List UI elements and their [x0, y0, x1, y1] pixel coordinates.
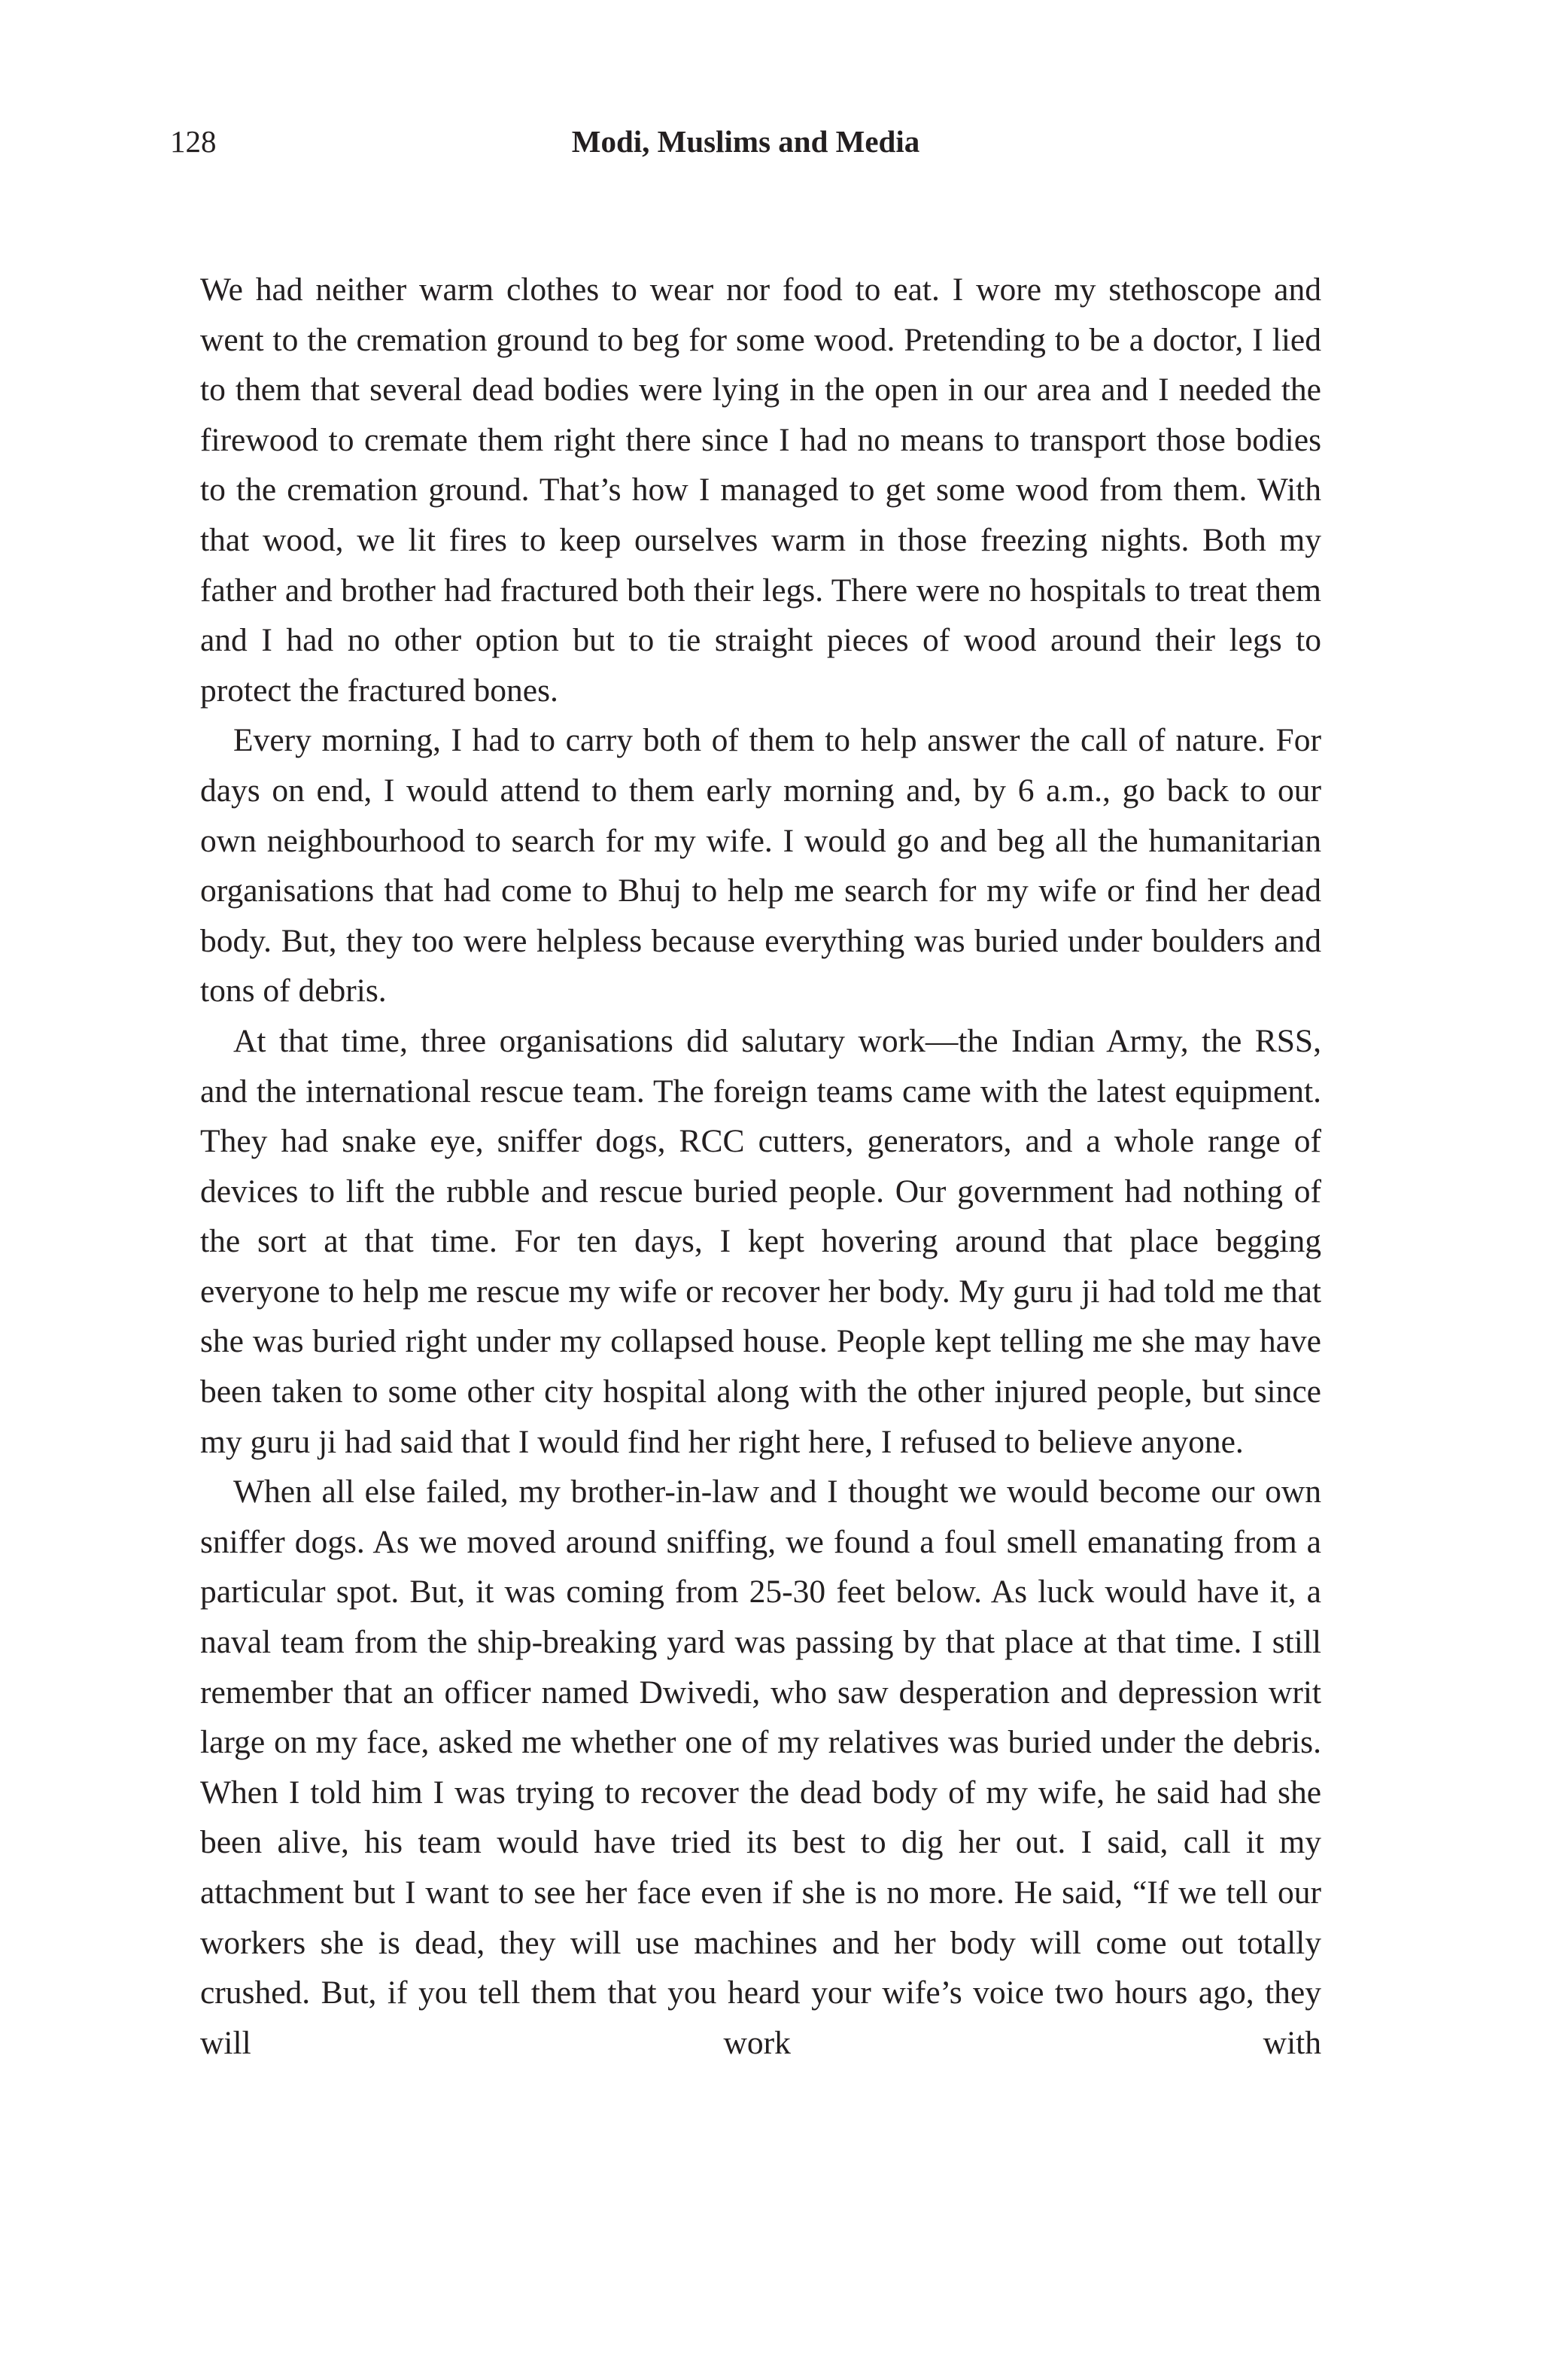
body-text	[200, 265, 1321, 2068]
book-title: Modi, Muslims and Media	[571, 124, 920, 159]
paragraph-1: We had neither warm clothes to wear nor food to eat. I wore my stethoscope and went to the cremation ground to beg for some wood. Pretending to be a doctor, I lied to them that several dead bodies were lying in the open in our area and I needed the firewood to cremate them right there since I had no means to transport those bodies to the cremation ground. That’s how I managed to get some wood from them. With that wood, we lit fires to keep ourselves warm in those freezing nights. Both my father and brother had fractured both their legs. There were no hospitals to treat them and I had no other option but to tie straight pieces of wood around their legs to protect the fractured bones.	[200, 272, 1321, 709]
running-head	[170, 119, 1321, 164]
paragraph-4: When all else failed, my brother-in-law and I thought we would become our own sniffer dogs. As we moved around sniffing, we found a foul smell emanating from a particular spot. But, it was coming from 25-30 feet below. As luck would have it, a naval team from the ship-breaking yard was passing by that place at that time. I still remember that an officer named Dwivedi, who saw desperation and depression writ large on my face, asked me whether one of my relatives was buried under the debris. When I told him I was trying to recover the dead body of my wife, he said had she been alive, his team would have tried its best to dig her out. I said, call it my attachment but I want to see her face even if she is no more. He said, “If we tell our workers she is dead, they will use machines and her body will come out totally crushed. But, if you tell them that you heard your wife’s voice two hours ago, they will work with	[200, 1474, 1321, 2061]
paragraph-2: Every morning, I had to carry both of them to help answer the call of nature. For days on end, I would attend to them early morning and, by 6 a.m., go back to our own neighbourhood to search for my wife. I would go and beg all the humanitarian organisations that had come to Bhuj to help me search for my wife or find her dead body. But, they too were helpless because everything was buried under boulders and tons of debris.	[200, 722, 1321, 1009]
page-number: 128	[170, 124, 217, 159]
paragraph-3: At that time, three organisations did salutary work—the Indian Army, the RSS, and the international rescue team. The foreign teams came with the latest equipment. They had snake eye, sniffer dogs, RCC cutters, generators, and a whole range of devices to lift the rubble and rescue buried people. Our government had nothing of the sort at that time. For ten days, I kept hovering around that place begging everyone to help me rescue my wife or recover her body. My guru ji had told me that she was buried right under my collapsed house. People kept telling me she may have been taken to some other city hospital along with the other injured people, but since my guru ji had said that I would find her right here, I refused to believe anyone.	[200, 1022, 1321, 1460]
